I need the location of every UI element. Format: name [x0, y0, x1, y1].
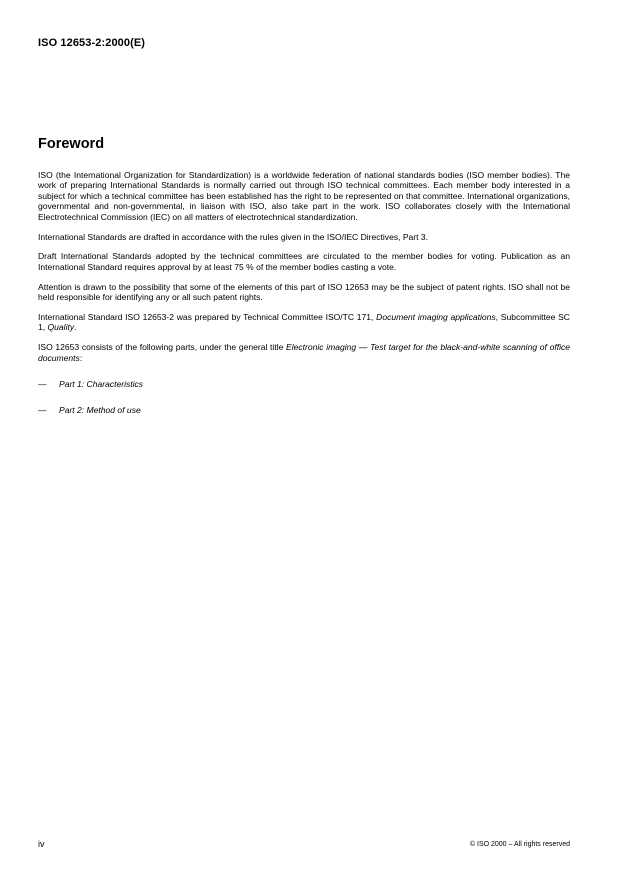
copyright-notice: © ISO 2000 – All rights reserved: [469, 841, 570, 848]
em-dash-bullet: —: [38, 379, 47, 390]
em-dash-bullet: —: [38, 404, 47, 415]
period-text: .: [74, 322, 77, 333]
paragraph-patent-rights: Attention is drawn to the possibility that some of the elements of this part of ISO 12653 may be the subject of patent rights. ISO shall not be held responsible for identifying any or all such patent rights.: [38, 281, 570, 303]
paragraph-iso-overview: ISO (the International Organization for Standardization) is a worldwide federation of national standards bodies (ISO member bodies). The work of preparing International Standards is normally carried out through ISO technical committees. Each member body interested in a subject for which a technical committee has been established has the right to be represented on that committee. International organizations, governmental and non-governmental, in liaison with ISO, also take part in the work. ISO collaborates closely with the International Electrotechnical Commission (IEC) on all matters of electrotechnical standardization.: [38, 170, 570, 222]
subcommittee-text: , Subcommittee SC 1,: [38, 312, 570, 333]
paragraph-drafting-rules: International Standards are drafted in accordance with the rules given in the ISO/IEC Directives, Part 3.: [38, 231, 429, 242]
colon-text: :: [79, 352, 83, 363]
list-item: [38, 405, 570, 415]
document-header-id: ISO 12653-2:2000(E): [38, 37, 146, 49]
page-number: iv: [38, 839, 45, 849]
committee-name: Document imaging applications: [376, 312, 496, 323]
list-item: [38, 379, 570, 389]
general-title: Electronic imaging — Test target for the black-and-white scanning of office documents: [38, 342, 570, 363]
paragraph-prepared-by: [38, 312, 570, 333]
section-title: Foreword: [38, 136, 105, 152]
prepared-by-text: International Standard ISO 12653-2 was prepared by Technical Committee ISO/TC 171,: [38, 312, 377, 323]
paragraph-voting: Draft International Standards adopted by the technical committees are circulated to the member bodies for voting. Publication as an International Standard requires approval by at least 75 % of the member bodies casting a vote.: [38, 251, 570, 272]
subcommittee-name: Quality: [47, 322, 75, 333]
parts-intro-text: ISO 12653 consists of the following parts, under the general title: [38, 342, 287, 353]
part-2-title: Part 2: Method of use: [59, 404, 141, 415]
part-1-title: Part 1: Characteristics: [59, 379, 144, 390]
paragraph-parts-intro: [38, 342, 570, 363]
foreword-body: [38, 170, 570, 430]
